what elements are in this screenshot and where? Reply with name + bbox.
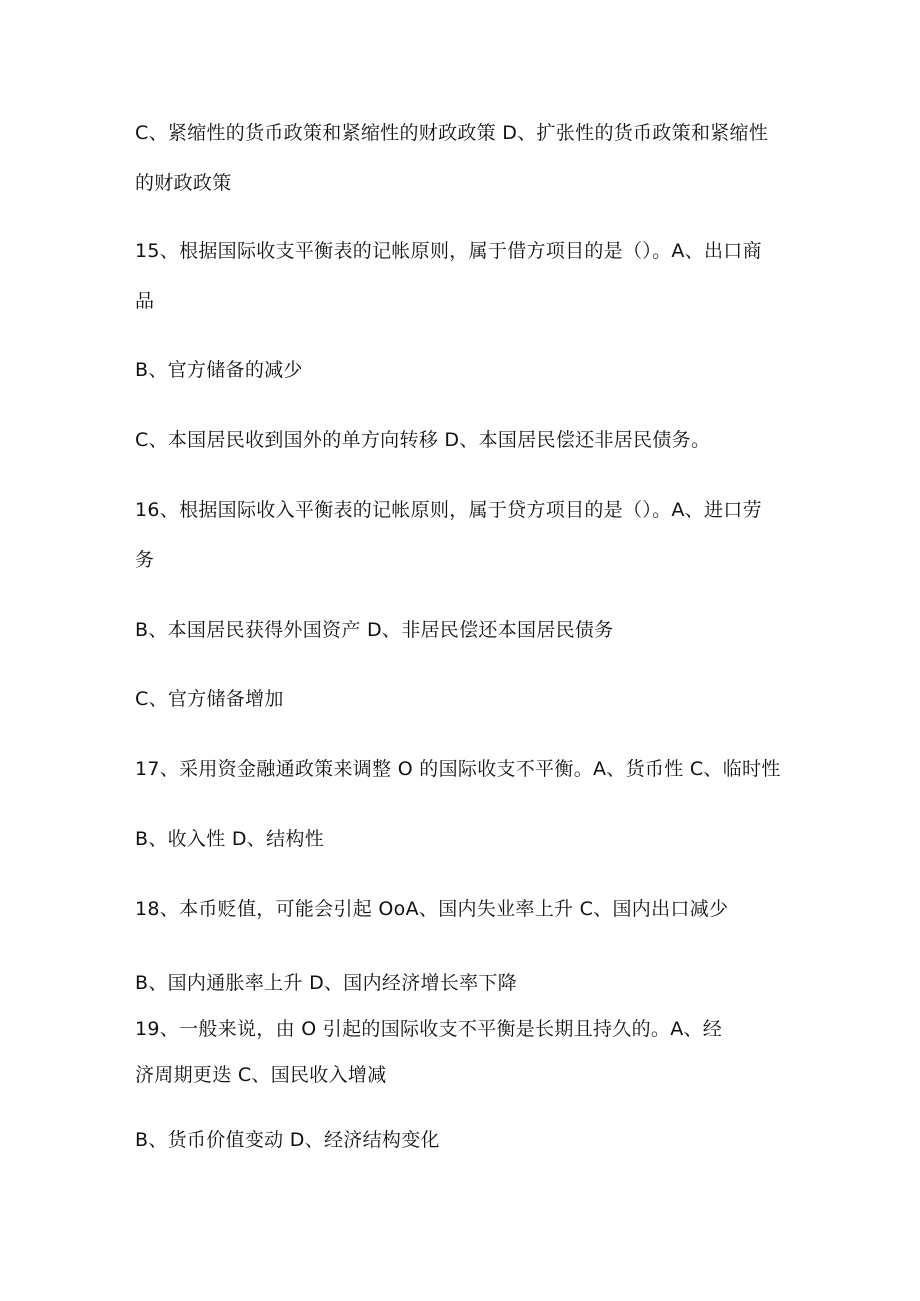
text-line: 品: [135, 290, 155, 312]
option-line: B、国内通胀率上升 D、国内经济增长率下降: [135, 972, 518, 994]
text-line: C、紧缩性的货币政策和紧缩性的财政政策 D、扩张性的货币政策和紧缩性: [135, 122, 769, 144]
question-15: 15、根据国际收支平衡表的记帐原则，属于借方项目的是（）。A、出口商: [135, 240, 762, 262]
option-line: C、本国居民收到国外的单方向转移 D、本国居民偿还非居民债务。: [135, 429, 711, 451]
text-line: 济周期更迭 C、国民收入增减: [135, 1064, 387, 1086]
option-line: C、官方储备增加: [135, 688, 284, 710]
question-19: 19、一般来说，由 O 引起的国际收支不平衡是长期且持久的。A、经: [135, 1018, 723, 1040]
option-line: B、官方储备的减少: [135, 359, 303, 381]
option-line: B、收入性 D、结构性: [135, 828, 325, 850]
question-16: 16、根据国际收入平衡表的记帐原则，属于贷方项目的是（）。A、进口劳: [135, 499, 762, 521]
question-18: 18、本币贬值，可能会引起 OoA、国内失业率上升 C、国内出口减少: [135, 898, 729, 920]
text-line: 务: [135, 549, 155, 571]
option-line: B、货币价值变动 D、经济结构变化: [135, 1129, 440, 1151]
option-line: B、本国居民获得外国资产 D、非居民偿还本国居民债务: [135, 619, 614, 641]
question-17: 17、采用资金融通政策来调整 O 的国际收支不平衡。A、货币性 C、临时性: [135, 758, 781, 780]
text-line: 的财政政策: [135, 172, 232, 194]
